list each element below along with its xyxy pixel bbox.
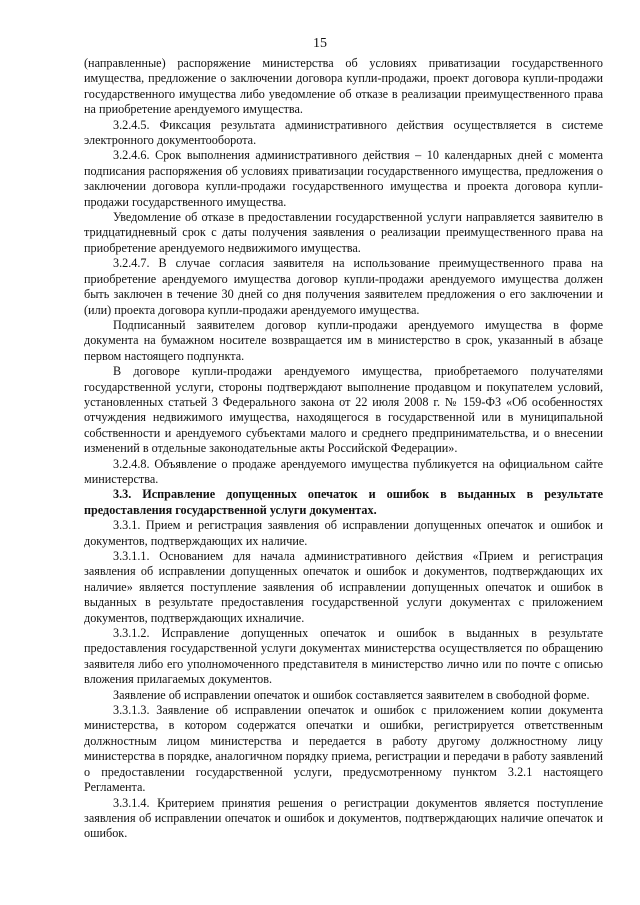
paragraph: 3.3.1.2. Исправление допущенных опечаток и ошибок в выданных в результате предоставления государственной услуги документах министерства осуществляется по обращению заявителя либо его уполномоченного представителя в министерство лично или по почте с описью вложения прилагаемых документов. — [84, 626, 603, 687]
paragraph: 3.2.4.7. В случае согласия заявителя на использование преимущественного права на приобретение арендуемого имущества договор купли-продажи арендуемого имущества должен быть заключен в течение 30 дней со дня получения заявителем предложения о его заключении и (или) проекта договора купли-продажи арендуемого имущества. — [84, 256, 603, 317]
paragraph: 3.3.1.4. Критерием принятия решения о регистрации документов является поступление заявления об исправлении опечаток и ошибок и документов, подтверждающих наличие опечаток и ошибок. — [84, 795, 603, 841]
paragraph: 3.2.4.6. Срок выполнения административного действия – 10 календарных дней с момента подписания распоряжения об условиях приватизации государственного имущества, предложения о заключении договора купли-продажи государственного имущества и проекта договора купли-продажи государственного имущества. — [84, 148, 603, 209]
page-number: 15 — [313, 36, 327, 51]
paragraph: В договоре купли-продажи арендуемого имущества, приобретаемого получателями государственной услуги, стороны подтверждают выполнение продавцом и покупателем условий, установленных статьей 3 Федерального закона от 22 июля 2008 г. № 159-ФЗ «Об особенностях отчуждения недвижимого имущества, находящегося в государственной или в муниципальной собственности и арендуемого субъектами малого и среднего предпринимательства, и о внесении изменений в отдельные законодательные акты Российской Федерации». — [84, 364, 603, 456]
paragraph: 3.3.1.1. Основанием для начала административного действия «Прием и регистрация заявления об исправлении допущенных опечаток и ошибок и документов, подтверждающих их наличие» является поступление заявления об исправлении допущенных опечаток и ошибок в выданных в результате предоставления государственной услуги документах с приложением документов, подтверждающих ихналичие. — [84, 549, 603, 625]
section-heading: 3.3. Исправление допущенных опечаток и ошибок в выданных в результате предоставления государственной услуги документах. — [84, 487, 603, 517]
paragraph: (направленные) распоряжение министерства об условиях приватизации государственного имущества, предложение о заключении договора купли-продажи, проект договора купли-продажи государственного имущества либо уведомление об отказе в реализации преимущественного права на приобретение арендуемого имущества. — [84, 56, 603, 117]
paragraph: 3.3.1. Прием и регистрация заявления об исправлении допущенных опечаток и ошибок и документов, подтверждающих их наличие. — [84, 518, 603, 548]
page-body — [84, 56, 603, 842]
paragraph: Уведомление об отказе в предоставлении государственной услуги направляется заявителю в тридцатидневный срок с даты получения заявления о реализации преимущественного права на приобретение арендуемого недвижимого имущества. — [84, 210, 603, 255]
paragraph: 3.2.4.5. Фиксация результата административного действия осуществляется в системе электронного документооборота. — [84, 117, 603, 148]
paragraph: 3.2.4.8. Объявление о продаже арендуемого имущества публикуется на официальном сайте министерства. — [84, 456, 603, 486]
paragraph: 3.3.1.3. Заявление об исправлении опечаток и ошибок с приложением копии документа министерства, в котором содержатся опечатки и ошибки, регистрируется ответственным должностным лицом министерства и передается в работу другому должностному лицу министерства в порядке, аналогичном порядку приема, регистрации и передачи в работу заявлений о предоставлении государственной услуги, предусмотренному пунктом 3.2.1 настоящего Регламента. — [84, 703, 603, 795]
paragraph: Подписанный заявителем договор купли-продажи арендуемого имущества в форме документа на бумажном носителе возвращается им в министерство в срок, указанный в абзаце первом настоящего подпункта. — [84, 317, 603, 363]
paragraph: Заявление об исправлении опечаток и ошибок составляется заявителем в свободной форме. — [113, 687, 590, 702]
